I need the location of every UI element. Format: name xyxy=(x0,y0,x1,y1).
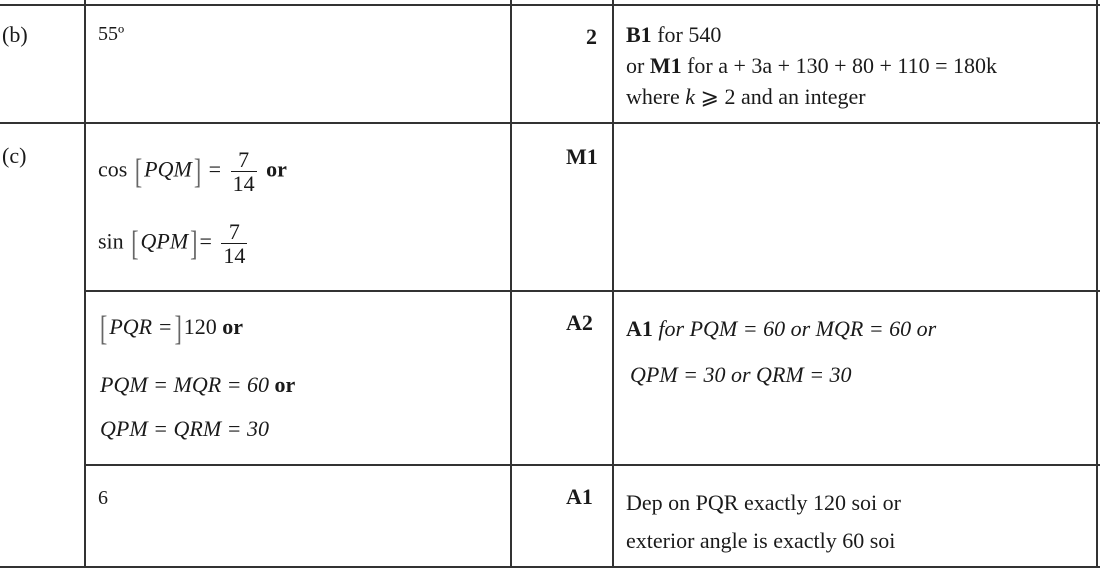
fraction xyxy=(221,220,247,267)
notes-a2-text: for PQM = 60 or MQR = 60 or xyxy=(652,316,937,341)
angle-pqm-eq: PQM = MQR = 60 xyxy=(100,372,269,397)
fraction-numerator: 7 xyxy=(221,220,247,244)
notes-b-equation: a + 3a + 130 + 80 + 110 = 180k xyxy=(718,53,997,78)
sin-equals: = xyxy=(199,228,212,254)
notes-b-or: or xyxy=(626,53,650,78)
bracket-open: [ xyxy=(100,308,108,349)
sin-label: sin xyxy=(98,228,124,254)
table-rule xyxy=(0,4,1100,6)
notes-b-line1 xyxy=(626,24,721,46)
fraction xyxy=(231,148,257,195)
sin-expression xyxy=(98,220,251,267)
or-word: or xyxy=(274,372,296,397)
fraction-denominator: 14 xyxy=(223,243,246,269)
notes-b-line2 xyxy=(626,55,997,77)
notes-b-where: where xyxy=(626,84,686,109)
notes-a2-line1 xyxy=(626,318,936,340)
notes-a1-code: A1 xyxy=(626,316,653,341)
notes-b-k: k xyxy=(685,84,696,109)
table-rule xyxy=(612,0,614,568)
cos-expression xyxy=(98,148,287,195)
bracket-open: [ xyxy=(131,222,139,263)
cos-label: cos xyxy=(98,156,128,182)
table-rule xyxy=(1096,0,1098,568)
angle-pqm-line xyxy=(100,374,295,396)
mark-b: 2 xyxy=(586,24,597,49)
notes-b-text: for 540 xyxy=(651,22,722,47)
part-label-b: (b) xyxy=(2,22,28,47)
notes-b-line3 xyxy=(626,86,866,108)
cos-angle: PQM xyxy=(144,156,192,182)
sin-angle: QPM xyxy=(140,228,189,254)
fraction-numerator: 7 xyxy=(231,148,257,172)
or-word: or xyxy=(266,156,287,182)
table-rule xyxy=(0,566,1100,568)
mark-a1: A1 xyxy=(566,484,593,509)
fraction-denominator: 14 xyxy=(232,171,255,197)
part-label-c: (c) xyxy=(2,143,27,168)
table-rule xyxy=(0,122,1100,124)
table-rule xyxy=(84,464,1100,466)
angle-pqr-line xyxy=(98,308,244,349)
angle-pqr: PQR = xyxy=(109,314,173,339)
bracket-close: ] xyxy=(174,308,182,349)
notes-b-for: for xyxy=(681,53,719,78)
table-rule xyxy=(510,0,512,568)
cos-equals: = xyxy=(208,156,222,182)
notes-b-m1: M1 xyxy=(649,53,682,78)
bracket-close: ] xyxy=(190,222,198,263)
notes-b-condition: ⩾ 2 and an integer xyxy=(695,84,866,109)
mark-a2: A2 xyxy=(566,310,593,335)
final-answer: 6 xyxy=(98,487,108,509)
notes-b-code: B1 xyxy=(626,22,652,47)
table-rule xyxy=(84,290,1100,292)
bracket-open: [ xyxy=(134,150,143,191)
notes-a1-line1: Dep on PQR exactly 120 soi or xyxy=(626,490,901,515)
notes-a2-line2: QPM = 30 or QRM = 30 xyxy=(630,362,852,387)
mark-m1: M1 xyxy=(566,144,598,169)
table-rule xyxy=(84,0,86,568)
angle-qpm-line: QPM = QRM = 30 xyxy=(100,416,269,441)
bracket-close: ] xyxy=(193,150,202,191)
angle-value: 120 xyxy=(183,314,217,339)
notes-a1-line2: exterior angle is exactly 60 soi xyxy=(626,528,896,553)
or-word: or xyxy=(222,314,244,339)
answer-b: 55º xyxy=(98,23,125,45)
